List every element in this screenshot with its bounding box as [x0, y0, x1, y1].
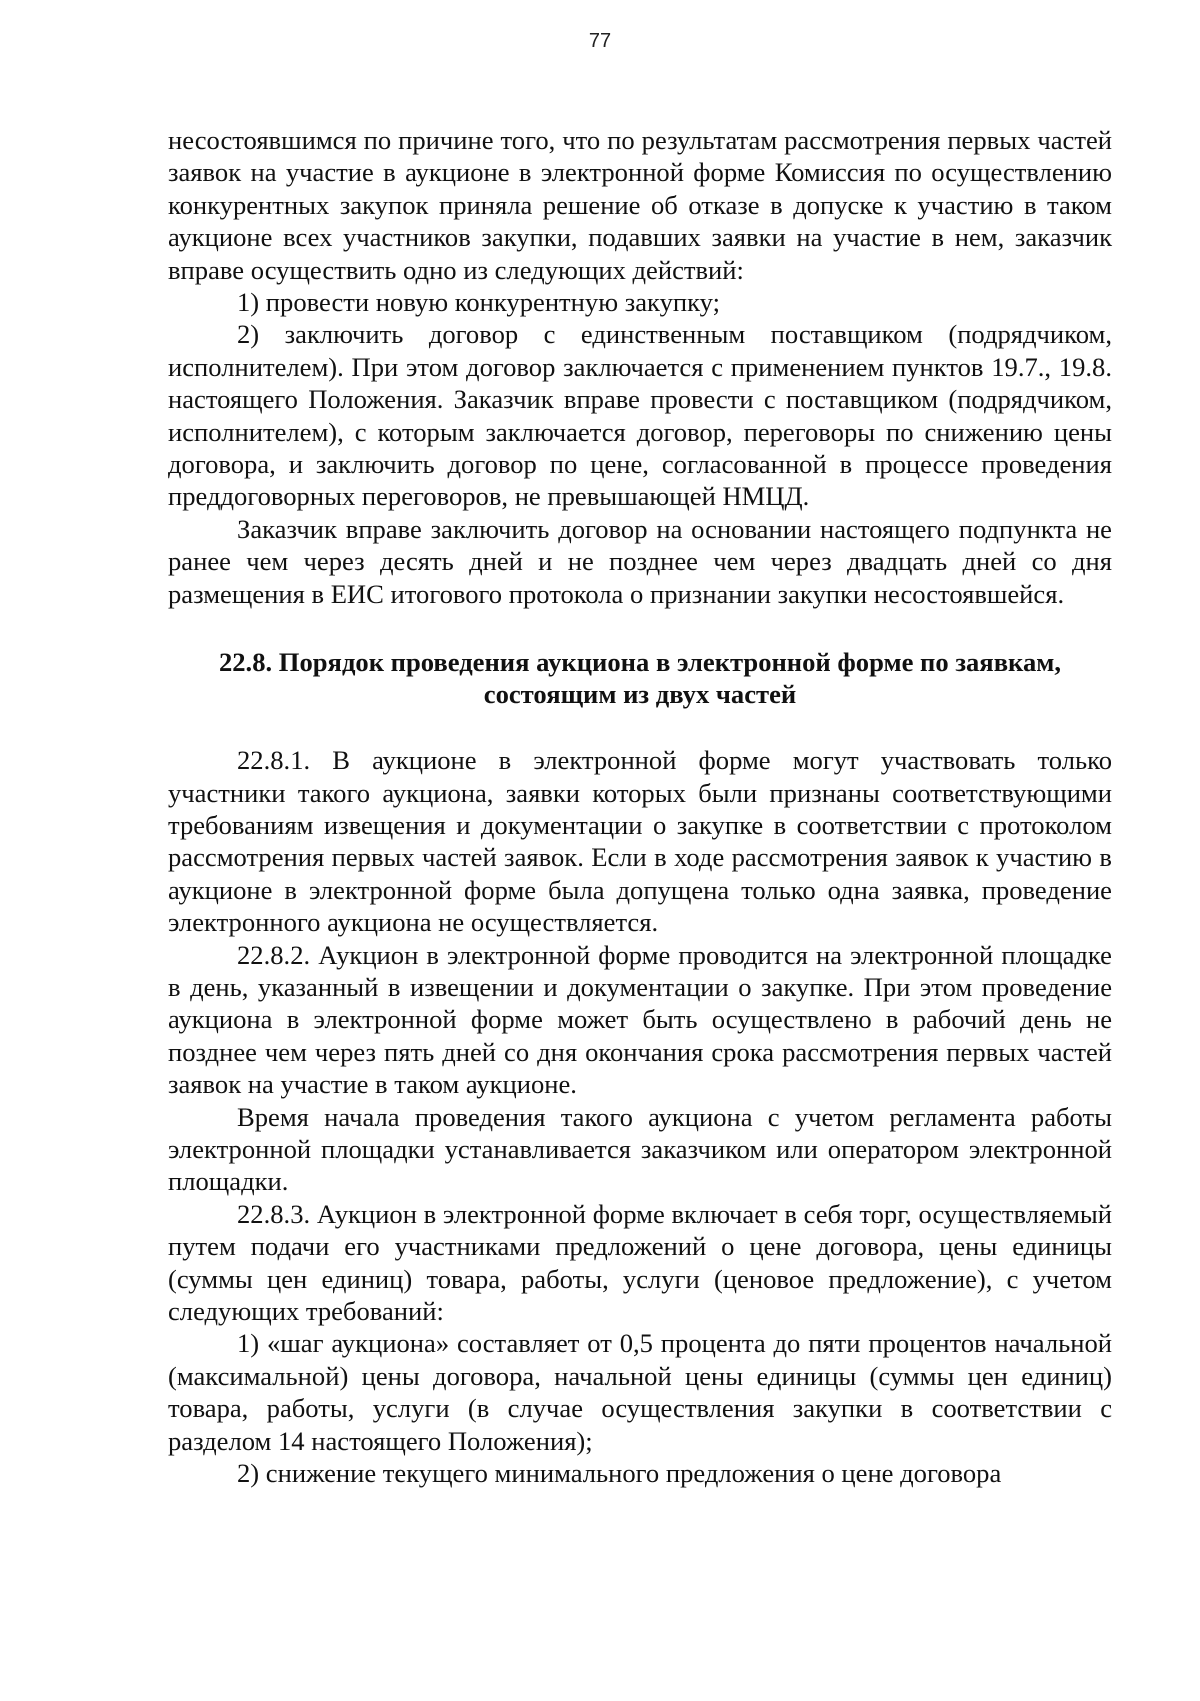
- document-body: [168, 124, 1112, 1489]
- list-item-2: 2) заключить договор с единственным поставщиком (подрядчиком, исполнителем). При этом договор заключается с применением пунктов 19.7., 19.8. настоящего Положения. Заказчик вправе провести с поставщиком (подрядчиком, исполнителем), с которым заключается договор, переговоры по снижению цены договора, и заключить договор по цене, согласованной в процессе проведения преддоговорных переговоров, не превышающей НМЦД.: [168, 319, 1112, 512]
- paragraph-start-time: Время начала проведения такого аукциона с учетом регламента работы электронной площадки устанавливается заказчиком или оператором электронной площадки.: [168, 1101, 1112, 1197]
- clause-22-8-1: 22.8.1. В аукционе в электронной форме могут участвовать только участники такого аукциона, заявки которых были признаны соответствующими требованиям извещения и документации о закупке в соответствии с протоколом рассмотрения первых частей заявок. Если в ходе рассмотрения заявок к участию в аукционе в электронной форме была допущена только одна заявка, проведение электронного аукциона не осуществляется.: [168, 745, 1112, 938]
- clause-22-8-2: 22.8.2. Аукцион в электронной форме проводится на электронной площадке в день, указанный в извещении и документации о закупке. При этом проведение аукциона в электронной форме может быть осуществлено в рабочий день не позднее чем через пять дней со дня окончания срока рассмотрения первых частей заявок на участие в таком аукционе.: [168, 939, 1112, 1100]
- list-item-1: 1) провести новую конкурентную закупку;: [237, 287, 720, 318]
- page-number: 77: [588, 30, 612, 52]
- section-heading: [168, 646, 1112, 710]
- paragraph-deadline: Заказчик вправе заключить договор на основании настоящего подпункта не ранее чем через десять дней и не позднее чем через двадцать дней со дня размещения в ЕИС итогового протокола о признании закупки несостоявшейся.: [168, 513, 1112, 609]
- paragraph-continuation: несостоявшимся по причине того, что по результатам рассмотрения первых частей заявок на участие в аукционе в электронной форме Комиссия по осуществлению конкурентных закупок приняла решение об отказе в допуске к участию в таком аукционе всех участников закупки, подавших заявки на участие в нем, заказчик вправе осуществить одно из следующих действий:: [168, 125, 1112, 285]
- section-heading-line-2: состоящим из двух частей: [483, 679, 797, 710]
- section-heading-line-1: 22.8. Порядок проведения аукциона в электронной форме по заявкам,: [218, 647, 1062, 678]
- clause-22-8-3: 22.8.3. Аукцион в электронной форме включает в себя торг, осуществляемый путем подачи его участниками предложений о цене договора, цены единицы (суммы цен единиц) товара, работы, услуги (ценовое предложение), с учетом следующих требований:: [168, 1198, 1112, 1326]
- requirement-1: 1) «шаг аукциона» составляет от 0,5 процента до пяти процентов начальной (максимальной) цены договора, начальной цены единицы (суммы цен единиц) товара, работы, услуги (в случае осуществления закупки в соответствии с разделом 14 настоящего Положения);: [168, 1328, 1112, 1456]
- requirement-2: 2) снижение текущего минимального предложения о цене договора: [237, 1458, 1002, 1489]
